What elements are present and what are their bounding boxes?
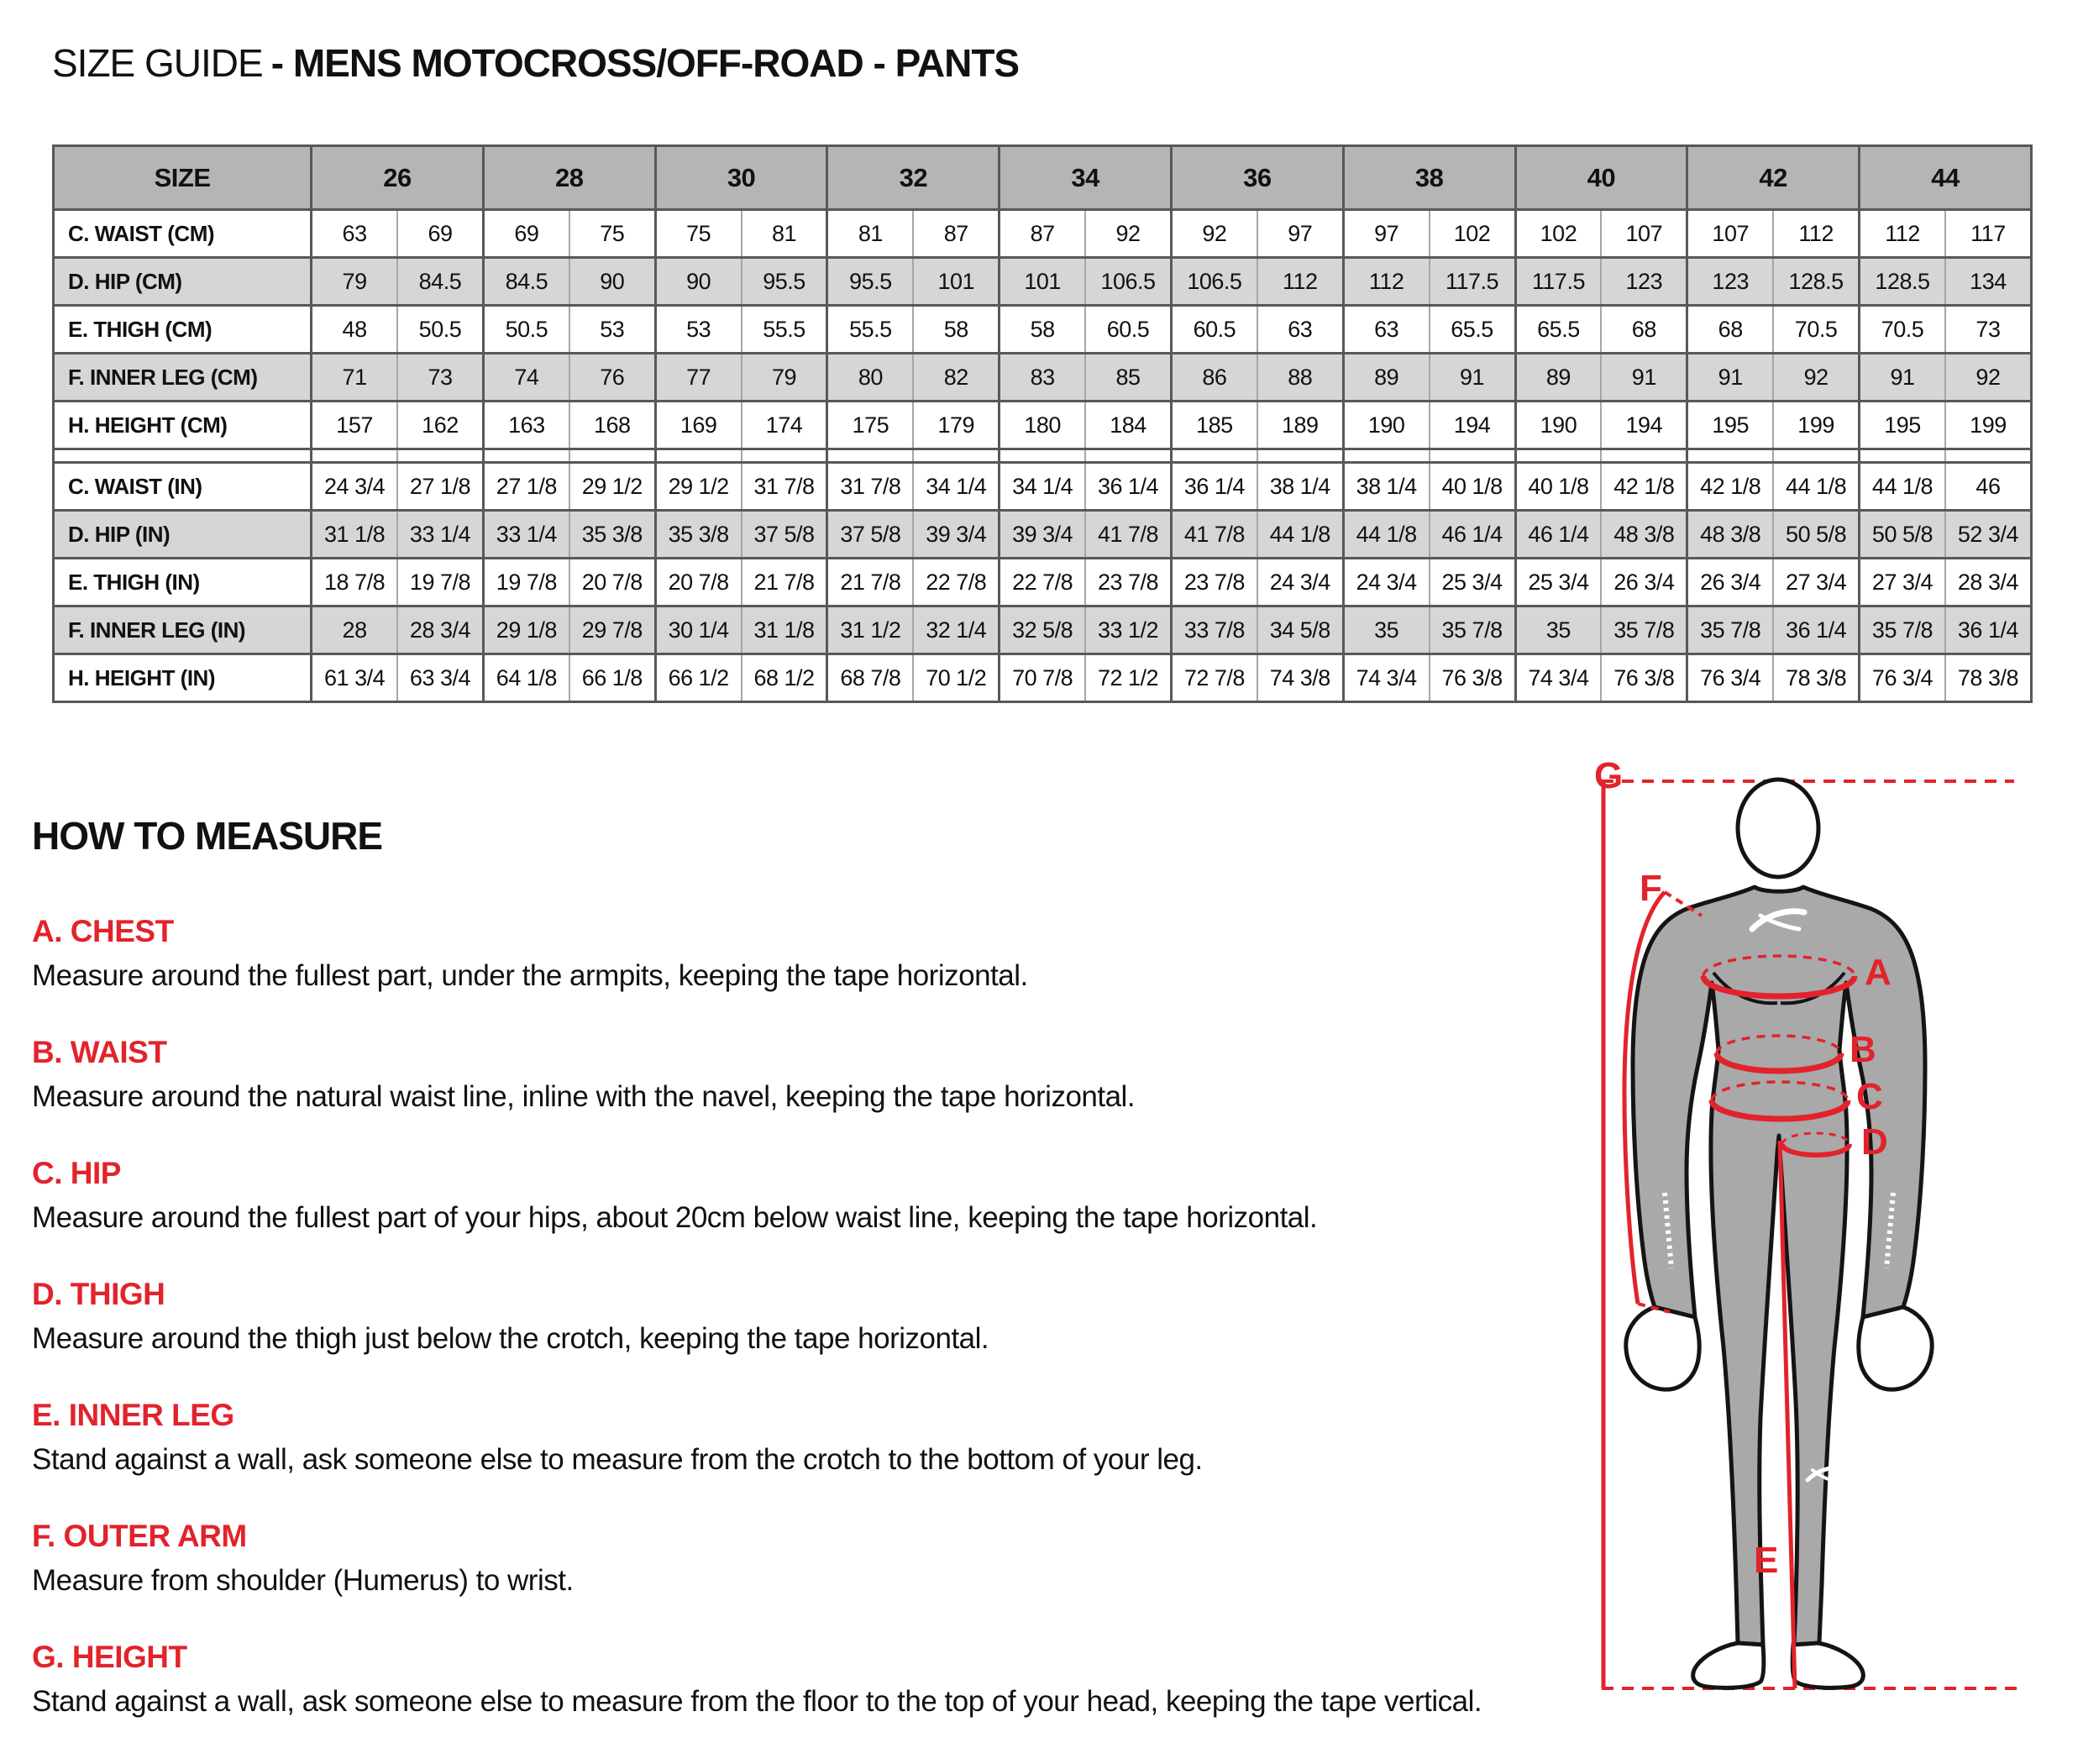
diagram-label-a: A <box>1865 952 1891 993</box>
measure-item-outer-arm <box>32 1519 1582 1598</box>
head <box>1738 780 1818 877</box>
table-cell: 33 1/2 <box>1085 606 1171 654</box>
row-label: E. THIGH (IN) <box>54 559 312 606</box>
measure-item-heading: A. CHEST <box>32 914 174 948</box>
table-cell: 44 1/8 <box>1343 511 1429 559</box>
table-cell: 21 7/8 <box>827 559 913 606</box>
table-cell: 44 1/8 <box>1257 511 1343 559</box>
table-cell: 97 <box>1343 210 1429 258</box>
measure-item-heading: C. HIP <box>32 1156 121 1190</box>
page-title <box>52 40 1019 86</box>
table-cell: 106.5 <box>1085 258 1171 306</box>
table-cell: 40 1/8 <box>1430 463 1515 511</box>
table-row <box>54 258 2032 306</box>
measure-item-heading: B. WAIST <box>32 1035 167 1069</box>
spacer-cell <box>1945 449 2032 463</box>
table-cell: 101 <box>913 258 999 306</box>
table-cell: 29 1/2 <box>655 463 741 511</box>
diagram-label-b: B <box>1850 1029 1876 1070</box>
table-cell: 66 1/8 <box>569 654 655 702</box>
table-cell: 35 7/8 <box>1430 606 1515 654</box>
measure-item-text: Stand against a wall, ask someone else to measure from the crotch to the bottom of your leg. <box>32 1443 1203 1476</box>
spacer-cell <box>827 449 913 463</box>
table-cell: 128.5 <box>1860 258 1945 306</box>
right-foot <box>1792 1643 1863 1688</box>
table-cell: 194 <box>1430 402 1515 449</box>
how-to-measure-section <box>32 813 1582 1761</box>
table-cell: 22 7/8 <box>1000 559 1085 606</box>
spacer-cell <box>1257 449 1343 463</box>
table-cell: 65.5 <box>1430 306 1515 354</box>
table-cell: 83 <box>1000 354 1085 402</box>
table-cell: 42 1/8 <box>1687 463 1773 511</box>
table-cell: 35 <box>1515 606 1601 654</box>
table-cell: 85 <box>1085 354 1171 402</box>
how-to-measure-title: HOW TO MEASURE <box>32 814 383 858</box>
table-cell: 26 3/4 <box>1601 559 1687 606</box>
table-cell: 162 <box>397 402 483 449</box>
table-cell: 37 5/8 <box>827 511 913 559</box>
table-cell: 26 3/4 <box>1687 559 1773 606</box>
size-header-34: 34 <box>1000 146 1172 210</box>
table-cell: 63 <box>1257 306 1343 354</box>
table-cell: 70.5 <box>1773 306 1859 354</box>
table-cell: 35 7/8 <box>1601 606 1687 654</box>
table-cell: 48 3/8 <box>1687 511 1773 559</box>
table-cell: 30 1/4 <box>655 606 741 654</box>
measure-item-text: Measure around the fullest part of your hips, about 20cm below waist line, keeping the tape horizontal. <box>32 1201 1318 1234</box>
table-cell: 44 1/8 <box>1860 463 1945 511</box>
table-cell: 69 <box>397 210 483 258</box>
row-label: D. HIP (CM) <box>54 258 312 306</box>
table-cell: 73 <box>1945 306 2032 354</box>
spacer-cell <box>54 449 312 463</box>
table-cell: 169 <box>655 402 741 449</box>
table-cell: 39 3/4 <box>913 511 999 559</box>
row-label: E. THIGH (CM) <box>54 306 312 354</box>
table-cell: 40 1/8 <box>1515 463 1601 511</box>
table-cell: 71 <box>312 354 397 402</box>
row-label: F. INNER LEG (CM) <box>54 354 312 402</box>
table-cell: 63 3/4 <box>397 654 483 702</box>
table-cell: 78 3/8 <box>1773 654 1859 702</box>
table-cell: 123 <box>1687 258 1773 306</box>
table-row <box>54 402 2032 449</box>
table-cell: 28 3/4 <box>1945 559 2032 606</box>
table-cell: 195 <box>1687 402 1773 449</box>
diagram-label-f: F <box>1640 868 1662 909</box>
table-cell: 50 5/8 <box>1860 511 1945 559</box>
table-cell: 69 <box>483 210 569 258</box>
measure-item-inner-leg <box>32 1398 1582 1477</box>
table-cell: 101 <box>1000 258 1085 306</box>
size-header-26: 26 <box>312 146 484 210</box>
table-cell: 91 <box>1601 354 1687 402</box>
spacer-cell <box>483 449 569 463</box>
table-cell: 63 <box>1343 306 1429 354</box>
table-cell: 80 <box>827 354 913 402</box>
table-cell: 55.5 <box>827 306 913 354</box>
table-cell: 27 3/4 <box>1860 559 1945 606</box>
size-header-32: 32 <box>827 146 1000 210</box>
measure-item-heading: G. HEIGHT <box>32 1640 187 1674</box>
table-cell: 29 7/8 <box>569 606 655 654</box>
table-row <box>54 210 2032 258</box>
table-cell: 34 5/8 <box>1257 606 1343 654</box>
table-cell: 81 <box>827 210 913 258</box>
table-cell: 92 <box>1945 354 2032 402</box>
table-cell: 90 <box>569 258 655 306</box>
table-cell: 68 <box>1687 306 1773 354</box>
table-cell: 63 <box>312 210 397 258</box>
table-cell: 84.5 <box>397 258 483 306</box>
table-cell: 76 <box>569 354 655 402</box>
table-cell: 64 1/8 <box>483 654 569 702</box>
table-cell: 117 <box>1945 210 2032 258</box>
table-cell: 66 1/2 <box>655 654 741 702</box>
size-table-wrap <box>52 144 2033 703</box>
size-header-28: 28 <box>483 146 655 210</box>
table-cell: 53 <box>569 306 655 354</box>
size-header-36: 36 <box>1171 146 1343 210</box>
table-cell: 22 7/8 <box>913 559 999 606</box>
size-header-30: 30 <box>655 146 827 210</box>
table-cell: 112 <box>1343 258 1429 306</box>
table-cell: 32 5/8 <box>1000 606 1085 654</box>
table-cell: 81 <box>742 210 827 258</box>
table-row <box>54 511 2032 559</box>
table-cell: 19 7/8 <box>397 559 483 606</box>
table-cell: 91 <box>1860 354 1945 402</box>
table-cell: 106.5 <box>1171 258 1257 306</box>
table-cell: 92 <box>1171 210 1257 258</box>
table-cell: 31 7/8 <box>827 463 913 511</box>
table-cell: 195 <box>1860 402 1945 449</box>
row-label: H. HEIGHT (CM) <box>54 402 312 449</box>
table-cell: 19 7/8 <box>483 559 569 606</box>
table-cell: 31 1/8 <box>312 511 397 559</box>
size-table-header-row <box>54 146 2032 210</box>
table-cell: 60.5 <box>1085 306 1171 354</box>
table-cell: 123 <box>1601 258 1687 306</box>
table-cell: 72 7/8 <box>1171 654 1257 702</box>
spacer-cell <box>569 449 655 463</box>
table-cell: 112 <box>1860 210 1945 258</box>
table-cell: 50.5 <box>397 306 483 354</box>
table-cell: 74 3/4 <box>1515 654 1601 702</box>
table-cell: 175 <box>827 402 913 449</box>
table-cell: 168 <box>569 402 655 449</box>
table-cell: 25 3/4 <box>1430 559 1515 606</box>
size-header-label: SIZE <box>54 146 312 210</box>
measure-item-text: Measure around the natural waist line, inline with the navel, keeping the tape horizontal. <box>32 1080 1136 1113</box>
right-hand <box>1859 1307 1932 1389</box>
table-cell: 89 <box>1515 354 1601 402</box>
table-row <box>54 654 2032 702</box>
table-cell: 78 3/8 <box>1945 654 2032 702</box>
table-cell: 27 1/8 <box>483 463 569 511</box>
table-cell: 24 3/4 <box>1257 559 1343 606</box>
spacer-cell <box>312 449 397 463</box>
table-row <box>54 606 2032 654</box>
diagram-label-e: E <box>1754 1540 1779 1581</box>
table-cell: 33 1/4 <box>483 511 569 559</box>
table-cell: 91 <box>1687 354 1773 402</box>
table-cell: 180 <box>1000 402 1085 449</box>
row-label: H. HEIGHT (IN) <box>54 654 312 702</box>
table-cell: 74 <box>483 354 569 402</box>
table-cell: 89 <box>1343 354 1429 402</box>
table-cell: 48 <box>312 306 397 354</box>
table-row <box>54 559 2032 606</box>
size-header-40: 40 <box>1515 146 1687 210</box>
table-cell: 88 <box>1257 354 1343 402</box>
size-header-44: 44 <box>1860 146 2032 210</box>
table-cell: 117.5 <box>1430 258 1515 306</box>
table-cell: 134 <box>1945 258 2032 306</box>
table-cell: 29 1/2 <box>569 463 655 511</box>
spacer-cell <box>1430 449 1515 463</box>
table-cell: 50 5/8 <box>1773 511 1859 559</box>
table-cell: 91 <box>1430 354 1515 402</box>
table-cell: 128.5 <box>1773 258 1859 306</box>
table-cell: 52 3/4 <box>1945 511 2032 559</box>
table-cell: 102 <box>1515 210 1601 258</box>
row-label: C. WAIST (IN) <box>54 463 312 511</box>
table-cell: 38 1/4 <box>1343 463 1429 511</box>
table-cell: 112 <box>1257 258 1343 306</box>
table-cell: 72 1/2 <box>1085 654 1171 702</box>
table-cell: 28 <box>312 606 397 654</box>
spacer-cell <box>742 449 827 463</box>
table-cell: 90 <box>655 258 741 306</box>
measure-item-chest <box>32 914 1582 993</box>
table-cell: 46 1/4 <box>1515 511 1601 559</box>
table-cell: 25 3/4 <box>1515 559 1601 606</box>
table-cell: 73 <box>397 354 483 402</box>
table-cell: 92 <box>1085 210 1171 258</box>
table-cell: 35 7/8 <box>1860 606 1945 654</box>
table-cell: 184 <box>1085 402 1171 449</box>
table-cell: 55.5 <box>742 306 827 354</box>
body-silhouette <box>1633 887 1925 1645</box>
spacer-cell <box>1171 449 1257 463</box>
table-cell: 75 <box>569 210 655 258</box>
table-cell: 23 7/8 <box>1085 559 1171 606</box>
page-title-bold: - MENS MOTOCROSS/OFF-ROAD - PANTS <box>270 41 1020 85</box>
table-cell: 31 1/8 <box>742 606 827 654</box>
table-cell: 86 <box>1171 354 1257 402</box>
table-cell: 38 1/4 <box>1257 463 1343 511</box>
table-cell: 75 <box>655 210 741 258</box>
table-cell: 65.5 <box>1515 306 1601 354</box>
table-row <box>54 354 2032 402</box>
table-cell: 61 3/4 <box>312 654 397 702</box>
table-cell: 36 1/4 <box>1945 606 2032 654</box>
spacer-cell <box>1687 449 1773 463</box>
row-label: F. INNER LEG (IN) <box>54 606 312 654</box>
table-cell: 24 3/4 <box>312 463 397 511</box>
table-cell: 84.5 <box>483 258 569 306</box>
table-cell: 117.5 <box>1515 258 1601 306</box>
table-cell: 36 1/4 <box>1085 463 1171 511</box>
table-cell: 76 3/8 <box>1430 654 1515 702</box>
table-cell: 76 3/8 <box>1601 654 1687 702</box>
row-label: C. WAIST (CM) <box>54 210 312 258</box>
table-cell: 20 7/8 <box>569 559 655 606</box>
table-cell: 60.5 <box>1171 306 1257 354</box>
table-cell: 190 <box>1343 402 1429 449</box>
table-cell: 35 <box>1343 606 1429 654</box>
table-cell: 179 <box>913 402 999 449</box>
measure-item-text: Measure around the fullest part, under the armpits, keeping the tape horizontal. <box>32 959 1028 992</box>
table-cell: 41 7/8 <box>1171 511 1257 559</box>
spacer-cell <box>913 449 999 463</box>
size-header-38: 38 <box>1343 146 1515 210</box>
table-cell: 77 <box>655 354 741 402</box>
spacer-cell <box>655 449 741 463</box>
size-table <box>52 144 2033 703</box>
table-cell: 34 1/4 <box>913 463 999 511</box>
diagram-label-d: D <box>1861 1121 1888 1163</box>
table-cell: 33 1/4 <box>397 511 483 559</box>
table-row <box>54 306 2032 354</box>
table-cell: 107 <box>1687 210 1773 258</box>
table-cell: 70 1/2 <box>913 654 999 702</box>
table-cell: 34 1/4 <box>1000 463 1085 511</box>
spacer-cell <box>1601 449 1687 463</box>
table-cell: 41 7/8 <box>1085 511 1171 559</box>
table-cell: 174 <box>742 402 827 449</box>
spacer-cell <box>397 449 483 463</box>
table-cell: 35 7/8 <box>1687 606 1773 654</box>
measure-item-text: Stand against a wall, ask someone else to measure from the floor to the top of your head, keeping the tape vertical. <box>32 1685 1482 1718</box>
measure-item-height <box>32 1640 1582 1719</box>
body-measurement-diagram <box>1587 756 2041 1764</box>
row-label: D. HIP (IN) <box>54 511 312 559</box>
table-cell: 18 7/8 <box>312 559 397 606</box>
table-cell: 74 3/8 <box>1257 654 1343 702</box>
table-cell: 36 1/4 <box>1171 463 1257 511</box>
table-cell: 23 7/8 <box>1171 559 1257 606</box>
table-cell: 39 3/4 <box>1000 511 1085 559</box>
diagram-label-c: C <box>1856 1076 1883 1117</box>
table-cell: 46 <box>1945 463 2032 511</box>
spacer-cell <box>1085 449 1171 463</box>
table-cell: 44 1/8 <box>1773 463 1859 511</box>
table-cell: 199 <box>1945 402 2032 449</box>
measure-item-hip <box>32 1156 1582 1235</box>
table-cell: 46 1/4 <box>1430 511 1515 559</box>
table-cell: 21 7/8 <box>742 559 827 606</box>
table-cell: 102 <box>1430 210 1515 258</box>
table-cell: 42 1/8 <box>1601 463 1687 511</box>
table-cell: 27 1/8 <box>397 463 483 511</box>
table-cell: 107 <box>1601 210 1687 258</box>
table-cell: 29 1/8 <box>483 606 569 654</box>
measure-item-thigh <box>32 1277 1582 1356</box>
table-cell: 79 <box>312 258 397 306</box>
table-cell: 48 3/8 <box>1601 511 1687 559</box>
table-cell: 95.5 <box>827 258 913 306</box>
left-foot <box>1693 1643 1764 1688</box>
measure-item-heading: F. OUTER ARM <box>32 1519 247 1553</box>
table-cell: 68 7/8 <box>827 654 913 702</box>
measure-item-text: Measure from shoulder (Humerus) to wrist. <box>32 1564 574 1597</box>
table-cell: 163 <box>483 402 569 449</box>
table-cell: 68 <box>1601 306 1687 354</box>
size-header-42: 42 <box>1687 146 1860 210</box>
table-cell: 82 <box>913 354 999 402</box>
measure-item-waist <box>32 1035 1582 1114</box>
table-cell: 28 3/4 <box>397 606 483 654</box>
spacer-cell <box>1343 449 1429 463</box>
table-cell: 32 1/4 <box>913 606 999 654</box>
table-cell: 35 3/8 <box>569 511 655 559</box>
table-spacer-row <box>54 449 2032 463</box>
table-cell: 76 3/4 <box>1687 654 1773 702</box>
table-cell: 53 <box>655 306 741 354</box>
table-cell: 76 3/4 <box>1860 654 1945 702</box>
spacer-cell <box>1000 449 1085 463</box>
table-cell: 97 <box>1257 210 1343 258</box>
table-cell: 37 5/8 <box>742 511 827 559</box>
measure-item-heading: E. INNER LEG <box>32 1398 234 1432</box>
table-cell: 36 1/4 <box>1773 606 1859 654</box>
spacer-cell <box>1860 449 1945 463</box>
table-cell: 24 3/4 <box>1343 559 1429 606</box>
table-cell: 79 <box>742 354 827 402</box>
table-cell: 87 <box>913 210 999 258</box>
table-cell: 20 7/8 <box>655 559 741 606</box>
table-cell: 31 1/2 <box>827 606 913 654</box>
table-row <box>54 463 2032 511</box>
table-cell: 31 7/8 <box>742 463 827 511</box>
table-cell: 50.5 <box>483 306 569 354</box>
table-cell: 70.5 <box>1860 306 1945 354</box>
table-cell: 58 <box>1000 306 1085 354</box>
diagram-label-g: G <box>1594 756 1624 796</box>
table-cell: 74 3/4 <box>1343 654 1429 702</box>
table-cell: 35 3/8 <box>655 511 741 559</box>
table-cell: 70 7/8 <box>1000 654 1085 702</box>
table-cell: 58 <box>913 306 999 354</box>
table-cell: 87 <box>1000 210 1085 258</box>
table-cell: 92 <box>1773 354 1859 402</box>
table-cell: 27 3/4 <box>1773 559 1859 606</box>
table-cell: 199 <box>1773 402 1859 449</box>
table-cell: 68 1/2 <box>742 654 827 702</box>
spacer-cell <box>1773 449 1859 463</box>
table-cell: 194 <box>1601 402 1687 449</box>
table-cell: 33 7/8 <box>1171 606 1257 654</box>
measure-item-heading: D. THIGH <box>32 1277 165 1311</box>
table-cell: 189 <box>1257 402 1343 449</box>
table-cell: 95.5 <box>742 258 827 306</box>
table-cell: 185 <box>1171 402 1257 449</box>
table-cell: 112 <box>1773 210 1859 258</box>
measure-item-text: Measure around the thigh just below the crotch, keeping the tape horizontal. <box>32 1322 989 1355</box>
table-cell: 157 <box>312 402 397 449</box>
left-hand <box>1626 1307 1699 1389</box>
page-title-light: SIZE GUIDE <box>52 41 263 85</box>
table-cell: 190 <box>1515 402 1601 449</box>
spacer-cell <box>1515 449 1601 463</box>
